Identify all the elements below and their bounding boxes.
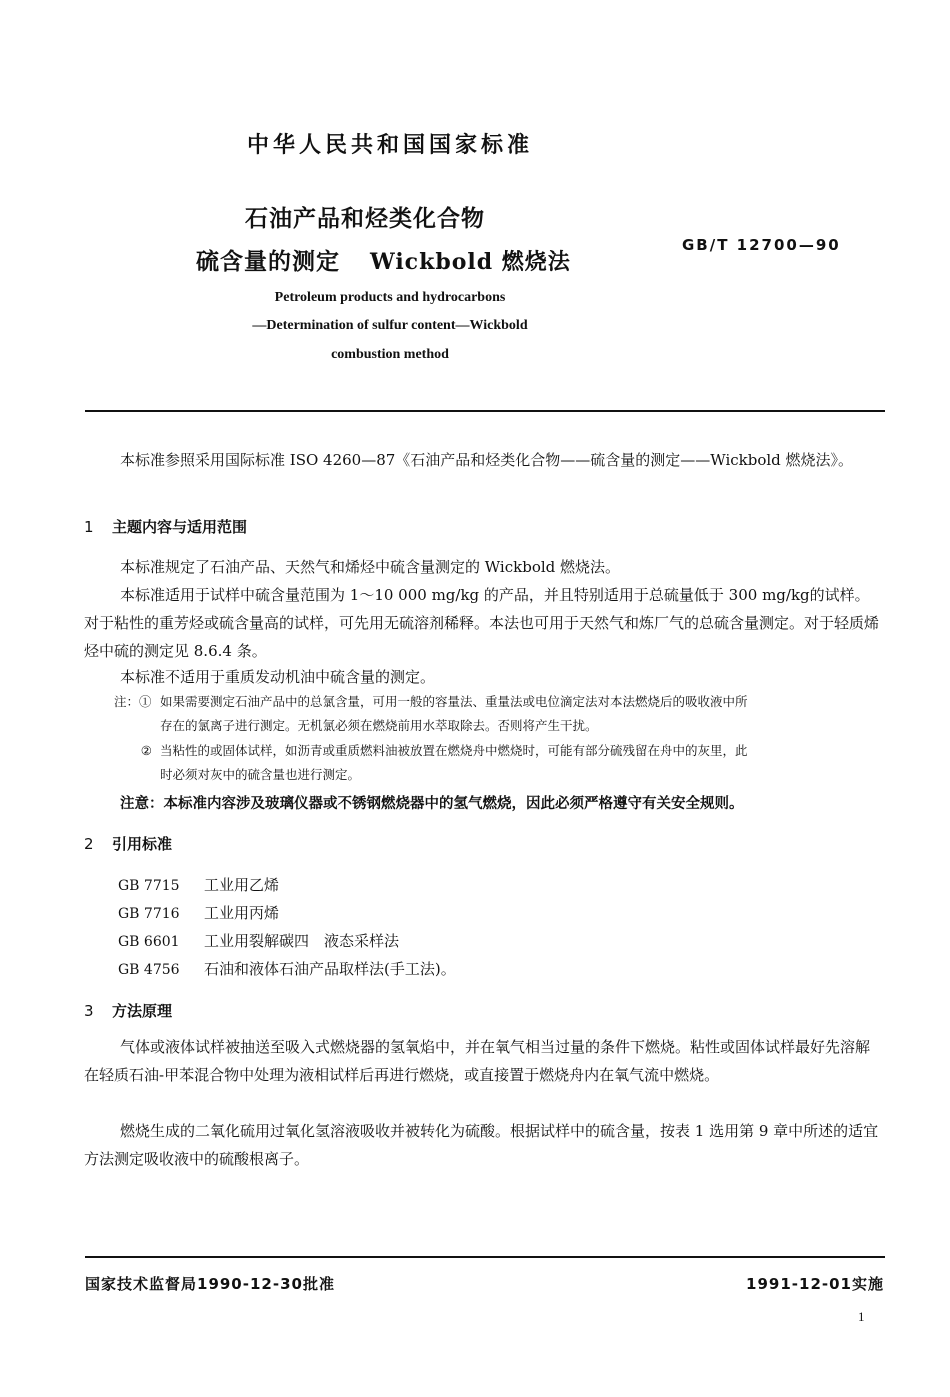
section-3-number: 3: [84, 1002, 94, 1020]
note-1-line-1: 如果需要测定石油产品中的总氯含量，可用一般的容量法、重量法或电位滴定法对本法燃烧后的吸收液中所: [160, 694, 748, 709]
effective-date: 1991-12-01实施: [746, 1275, 884, 1293]
section-2-number: 2: [84, 835, 94, 853]
section-1-paragraph-1: 本标准规定了石油产品、天然气和烯烃中硫含量测定的 Wickbold 燃烧法。: [120, 558, 621, 576]
note-2: [114, 739, 884, 787]
section-3-paragraph-1: 气体或液体试样被抽送至吸入式燃烧器的氢氧焰中，并在氧气相当过量的条件下燃烧。粘性或固体试样最好先溶解在轻质石油-甲苯混合物中处理为液相试样后再进行燃烧，或直接置于燃烧舟内在氧气流中燃烧。: [84, 1038, 871, 1084]
section-1-paragraph-2: 本标准适用于试样中硫含量范围为 1～10 000 mg/kg 的产品，并且特别适用于总硫量低于 300 mg/kg的试样。对于粘性的重芳烃或硫含量高的试样，可先用无硫溶剂稀释。本法也可用于天然气和炼厂气的总硫含量测定。对于轻质烯烃中硫的测定见 8.6.4 条。: [84, 586, 880, 660]
note-1-line-2: 存在的氯离子进行测定。无机氯必须在燃烧前用水萃取除去。否则将产生干扰。: [160, 718, 598, 733]
title-cn-line2: [196, 243, 571, 276]
section-2-title: 引用标准: [112, 835, 173, 853]
reference-name: 工业用乙烯: [204, 876, 280, 894]
reference-item: [118, 874, 279, 895]
section-3-paragraph-2: 燃烧生成的二氧化硫用过氧化氢溶液吸收并被转化为硫酸。根据试样中的硫含量，按表 1 选用第 9 章中所述的适宜方法测定吸收液中的硫酸根离子。: [84, 1122, 879, 1168]
section-3-heading: [84, 997, 884, 1025]
reference-name: 工业用丙烯: [204, 904, 280, 922]
reference-code: GB 4756: [118, 962, 180, 978]
reference-item: [118, 902, 279, 923]
reference-name: 石油和液体石油产品取样法(手工法)。: [204, 960, 456, 978]
section-1-heading: [84, 513, 884, 541]
note-2-label: ②: [140, 743, 152, 758]
standard-type-heading: 中华人民共和国国家标准: [246, 133, 533, 158]
note-2-line-1: 当粘性的或固体试样，如沥青或重质燃料油被放置在燃烧舟中燃烧时，可能有部分硫残留在舟中的灰里，此: [160, 743, 748, 758]
title-cn-line2-main: 硫含量的测定: [196, 249, 340, 275]
page-number: 1: [858, 1309, 865, 1324]
section-3-title: 方法原理: [112, 1002, 173, 1020]
approval-date: 国家技术监督局1990-12-30批准: [85, 1275, 335, 1293]
reference-code: GB 7715: [118, 878, 180, 894]
note-label: 注：①: [114, 694, 152, 709]
reference-item: [118, 930, 399, 951]
section-1-paragraph-3: 本标准不适用于重质发动机油中硫含量的测定。: [120, 668, 436, 686]
section-1-title: 主题内容与适用范围: [112, 518, 248, 536]
title-en-line2: —Determination of sulfur content—Wickbold: [252, 318, 528, 333]
title-en-line1: Petroleum products and hydrocarbons: [274, 290, 506, 305]
title-en-line3: combustion method: [331, 347, 449, 362]
standard-number: GB/T 12700—90: [682, 236, 841, 254]
note-2-line-2: 时必须对灰中的硫含量也进行测定。: [160, 767, 361, 782]
section-1-number: 1: [84, 518, 94, 536]
reference-code: GB 7716: [118, 906, 180, 922]
title-cn-line2-method: Wickbold 燃烧法: [370, 249, 571, 275]
reference-name: 工业用裂解碳四 液态采样法: [204, 932, 400, 950]
reference-item: [118, 958, 456, 979]
intro-paragraph: 本标准参照采用国际标准 ISO 4260—87《石油产品和烃类化合物——硫含量的测定——Wickbold 燃烧法》。: [120, 451, 854, 469]
title-cn-line1: 石油产品和烃类化合物: [245, 206, 485, 232]
safety-warning: 注意：本标准内容涉及玻璃仪器或不锈钢燃烧器中的氢气燃烧，因此必须严格遵守有关安全规则。: [120, 796, 744, 812]
header-divider: [85, 410, 885, 412]
note-1: [114, 690, 884, 738]
reference-code: GB 6601: [118, 934, 180, 950]
footer-divider: [85, 1256, 885, 1258]
section-2-heading: [84, 830, 884, 858]
